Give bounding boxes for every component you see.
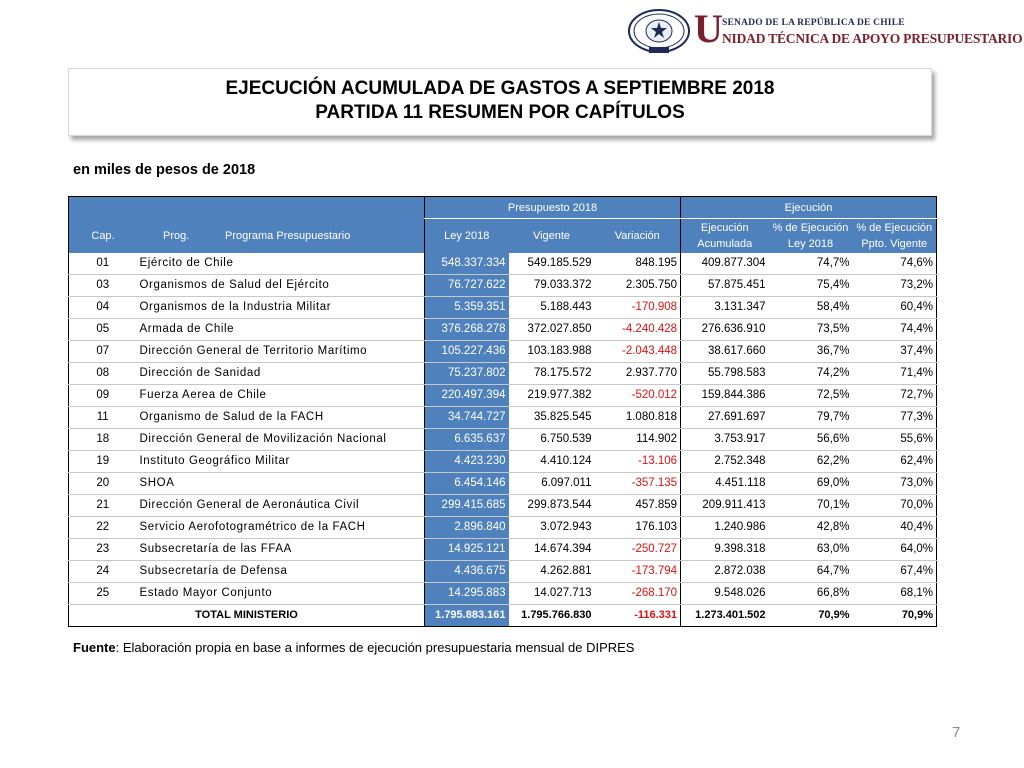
- row-pct-ley: 36,7%: [769, 340, 853, 362]
- row-pct-ley: 70,1%: [769, 494, 853, 516]
- row-program-name: Subsecretaría de las FFAA: [137, 538, 425, 560]
- col-variacion: Variación: [595, 219, 681, 253]
- row-vigente: 299.873.544: [509, 494, 595, 516]
- row-ley: 76.727.622: [425, 274, 509, 296]
- title-line-2: PARTIDA 11 RESUMEN POR CAPÍTULOS: [315, 102, 685, 123]
- row-pct-ley: 42,8%: [769, 516, 853, 538]
- row-variacion: -250.727: [595, 538, 681, 560]
- page-number: 7: [952, 724, 961, 741]
- row-variacion: -13.106: [595, 450, 681, 472]
- table-row: [69, 384, 937, 406]
- row-variacion: 176.103: [595, 516, 681, 538]
- row-variacion: -2.043.448: [595, 340, 681, 362]
- row-vigente: 78.175.572: [509, 362, 595, 384]
- logo-letter: U: [694, 6, 723, 51]
- row-variacion: 457.859: [595, 494, 681, 516]
- table-row: [69, 318, 937, 340]
- row-program-name: Dirección General de Movilización Nacional: [137, 428, 425, 450]
- source-note: [73, 640, 634, 655]
- row-pct-ley: 74,7%: [769, 253, 853, 275]
- title-box: [68, 68, 932, 136]
- row-program-name: Dirección General de Aeronáutica Civil: [137, 494, 425, 516]
- row-ley: 4.436.675: [425, 560, 509, 582]
- row-program-name: Instituto Geográfico Militar: [137, 450, 425, 472]
- row-variacion: -357.135: [595, 472, 681, 494]
- row-vigente: 3.072.943: [509, 516, 595, 538]
- row-pct-vigente: 67,4%: [853, 560, 937, 582]
- row-variacion: 2.305.750: [595, 274, 681, 296]
- table-row: [69, 428, 937, 450]
- row-ley: 6.454.146: [425, 472, 509, 494]
- row-ejecucion: 3.131.347: [681, 296, 769, 318]
- col-ejecucion-l1: Ejecución: [700, 221, 749, 234]
- row-vigente: 4.410.124: [509, 450, 595, 472]
- table-row: [69, 450, 937, 472]
- row-variacion: -520.012: [595, 384, 681, 406]
- logo-senado-text: SENADO DE LA REPÚBLICA DE CHILE: [722, 18, 905, 28]
- row-variacion: -4.240.428: [595, 318, 681, 340]
- row-cap: 07: [69, 340, 137, 362]
- row-cap: 19: [69, 450, 137, 472]
- title-line-1: EJECUCIÓN ACUMULADA DE GASTOS A SEPTIEMBRE 2018: [225, 78, 775, 99]
- row-variacion: 848.195: [595, 253, 681, 275]
- row-program-name: Organismo de Salud de la FACH: [137, 406, 425, 428]
- row-program-name: Estado Mayor Conjunto: [137, 582, 425, 604]
- table-body: [69, 253, 937, 605]
- row-pct-ley: 62,2%: [769, 450, 853, 472]
- row-pct-vigente: 72,7%: [853, 384, 937, 406]
- col-pct-vigente: [853, 219, 937, 253]
- row-vigente: 14.027.713: [509, 582, 595, 604]
- row-cap: 22: [69, 516, 137, 538]
- row-pct-vigente: 37,4%: [853, 340, 937, 362]
- row-pct-ley: 63,0%: [769, 538, 853, 560]
- row-cap: 09: [69, 384, 137, 406]
- row-pct-vigente: 77,3%: [853, 406, 937, 428]
- col-ley: Ley 2018: [425, 219, 509, 253]
- row-ley: 220.497.394: [425, 384, 509, 406]
- row-cap: 01: [69, 253, 137, 275]
- table-row: [69, 274, 937, 296]
- row-pct-ley: 73,5%: [769, 318, 853, 340]
- row-ley: 75.237.802: [425, 362, 509, 384]
- row-pct-ley: 74,2%: [769, 362, 853, 384]
- row-pct-ley: 56,6%: [769, 428, 853, 450]
- table-row: [69, 582, 937, 604]
- row-pct-vigente: 62,4%: [853, 450, 937, 472]
- col-pct-ley-l2: Ley 2018: [787, 237, 834, 250]
- row-vigente: 35.825.545: [509, 406, 595, 428]
- col-programa: Programa Presupuestario: [225, 229, 351, 242]
- row-ley: 14.925.121: [425, 538, 509, 560]
- row-vigente: 79.033.372: [509, 274, 595, 296]
- row-ejecucion: 159.844.386: [681, 384, 769, 406]
- row-cap: 21: [69, 494, 137, 516]
- col-ejecucion-l2: Acumulada: [697, 237, 753, 250]
- row-cap: 04: [69, 296, 137, 318]
- row-ejecucion: 27.691.697: [681, 406, 769, 428]
- row-pct-vigente: 64,0%: [853, 538, 937, 560]
- table-row: [69, 340, 937, 362]
- row-pct-vigente: 55,6%: [853, 428, 937, 450]
- row-pct-vigente: 71,4%: [853, 362, 937, 384]
- col-vigente: Vigente: [509, 219, 595, 253]
- row-ley: 376.268.278: [425, 318, 509, 340]
- row-pct-ley: 58,4%: [769, 296, 853, 318]
- row-cap: 23: [69, 538, 137, 560]
- row-vigente: 4.262.881: [509, 560, 595, 582]
- row-vigente: 6.750.539: [509, 428, 595, 450]
- table-row: [69, 296, 937, 318]
- row-program-name: Servicio Aerofotogramétrico de la FACH: [137, 516, 425, 538]
- table-row: [69, 406, 937, 428]
- row-program-name: Dirección de Sanidad: [137, 362, 425, 384]
- table-row: [69, 560, 937, 582]
- row-program-name: Organismos de Salud del Ejército: [137, 274, 425, 296]
- row-vigente: 5.188.443: [509, 296, 595, 318]
- row-cap: 08: [69, 362, 137, 384]
- row-ejecucion: 2.872.038: [681, 560, 769, 582]
- col-pct-ley-l1: % de Ejecución: [772, 221, 849, 234]
- row-variacion: 1.080.818: [595, 406, 681, 428]
- header-program-columns: [69, 219, 425, 253]
- row-ejecucion: 2.752.348: [681, 450, 769, 472]
- row-pct-vigente: 68,1%: [853, 582, 937, 604]
- row-pct-vigente: 74,6%: [853, 253, 937, 275]
- row-program-name: Fuerza Aerea de Chile: [137, 384, 425, 406]
- row-pct-vigente: 70,0%: [853, 494, 937, 516]
- total-variacion: -116.331: [595, 604, 681, 626]
- row-ejecucion: 4.451.118: [681, 472, 769, 494]
- row-cap: 05: [69, 318, 137, 340]
- row-ejecucion: 3.753.917: [681, 428, 769, 450]
- row-ejecucion: 57.875.451: [681, 274, 769, 296]
- row-ley: 299.415.685: [425, 494, 509, 516]
- row-pct-vigente: 73,2%: [853, 274, 937, 296]
- row-cap: 11: [69, 406, 137, 428]
- row-cap: 18: [69, 428, 137, 450]
- row-pct-vigente: 40,4%: [853, 516, 937, 538]
- row-cap: 03: [69, 274, 137, 296]
- col-pct-ley: [769, 219, 853, 253]
- row-program-name: Armada de Chile: [137, 318, 425, 340]
- row-ejecucion: 409.877.304: [681, 253, 769, 275]
- row-vigente: 6.097.011: [509, 472, 595, 494]
- row-ley: 2.896.840: [425, 516, 509, 538]
- table-row: [69, 494, 937, 516]
- row-variacion: 114.902: [595, 428, 681, 450]
- row-ejecucion: 9.548.026: [681, 582, 769, 604]
- header-presupuesto: Presupuesto 2018: [425, 197, 681, 219]
- table-row: [69, 253, 937, 275]
- row-variacion: 2.937.770: [595, 362, 681, 384]
- total-ejecucion: 1.273.401.502: [681, 604, 769, 626]
- senado-seal-icon: [628, 8, 692, 54]
- table-row: [69, 472, 937, 494]
- row-ley: 4.423.230: [425, 450, 509, 472]
- row-ejecucion: 9.398.318: [681, 538, 769, 560]
- row-ejecucion: 1.240.986: [681, 516, 769, 538]
- header-blank: [69, 197, 425, 219]
- row-pct-ley: 69,0%: [769, 472, 853, 494]
- row-ley: 34.744.727: [425, 406, 509, 428]
- row-ley: 6.635.637: [425, 428, 509, 450]
- row-pct-vigente: 60,4%: [853, 296, 937, 318]
- total-pct-ley: 70,9%: [769, 604, 853, 626]
- row-pct-ley: 66,8%: [769, 582, 853, 604]
- row-pct-vigente: 73,0%: [853, 472, 937, 494]
- table-row: [69, 538, 937, 560]
- row-vigente: 549.185.529: [509, 253, 595, 275]
- source-label: Fuente: [73, 640, 116, 655]
- row-program-name: SHOA: [137, 472, 425, 494]
- row-ley: 105.227.436: [425, 340, 509, 362]
- table-row: [69, 516, 937, 538]
- row-ley: 5.359.351: [425, 296, 509, 318]
- row-vigente: 372.027.850: [509, 318, 595, 340]
- col-pct-vigente-l1: % de Ejecución: [856, 221, 933, 234]
- row-program-name: Organismos de la Industria Militar: [137, 296, 425, 318]
- row-program-name: Subsecretaría de Defensa: [137, 560, 425, 582]
- units-label: en miles de pesos de 2018: [73, 162, 256, 178]
- row-pct-ley: 64,7%: [769, 560, 853, 582]
- total-ley: 1.795.883.161: [425, 604, 509, 626]
- total-vigente: 1.795.766.830: [509, 604, 595, 626]
- row-ley: 548.337.334: [425, 253, 509, 275]
- row-pct-ley: 75,4%: [769, 274, 853, 296]
- col-cap: Cap.: [91, 229, 115, 242]
- row-ley: 14.295.883: [425, 582, 509, 604]
- row-pct-ley: 79,7%: [769, 406, 853, 428]
- header-ejecucion: Ejecución: [681, 197, 937, 219]
- budget-table: [68, 196, 937, 627]
- senado-logo: [628, 6, 1023, 56]
- row-ejecucion: 55.798.583: [681, 362, 769, 384]
- col-prog: Prog.: [163, 229, 190, 242]
- row-variacion: -170.908: [595, 296, 681, 318]
- row-cap: 20: [69, 472, 137, 494]
- row-program-name: Dirección General de Territorio Marítimo: [137, 340, 425, 362]
- row-ejecucion: 276.636.910: [681, 318, 769, 340]
- row-cap: 24: [69, 560, 137, 582]
- row-pct-ley: 72,5%: [769, 384, 853, 406]
- row-vigente: 14.674.394: [509, 538, 595, 560]
- source-text: : Elaboración propia en base a informes de ejecución presupuestaria mensual de DIPRES: [115, 640, 635, 655]
- row-cap: 25: [69, 582, 137, 604]
- row-ejecucion: 209.911.413: [681, 494, 769, 516]
- col-pct-vigente-l2: Ppto. Vigente: [861, 237, 928, 250]
- total-pct-vigente: 70,9%: [853, 604, 937, 626]
- col-ejecucion: [681, 219, 769, 253]
- row-pct-vigente: 74,4%: [853, 318, 937, 340]
- row-variacion: -268.170: [595, 582, 681, 604]
- row-variacion: -173.794: [595, 560, 681, 582]
- table-row: [69, 362, 937, 384]
- row-vigente: 103.183.988: [509, 340, 595, 362]
- row-vigente: 219.977.382: [509, 384, 595, 406]
- row-ejecucion: 38.617.660: [681, 340, 769, 362]
- total-row: [69, 604, 937, 626]
- row-program-name: Ejército de Chile: [137, 253, 425, 275]
- total-label: TOTAL MINISTERIO: [69, 604, 425, 626]
- logo-unit-text: NIDAD TÉCNICA DE APOYO PRESUPUESTARIO: [722, 31, 1023, 46]
